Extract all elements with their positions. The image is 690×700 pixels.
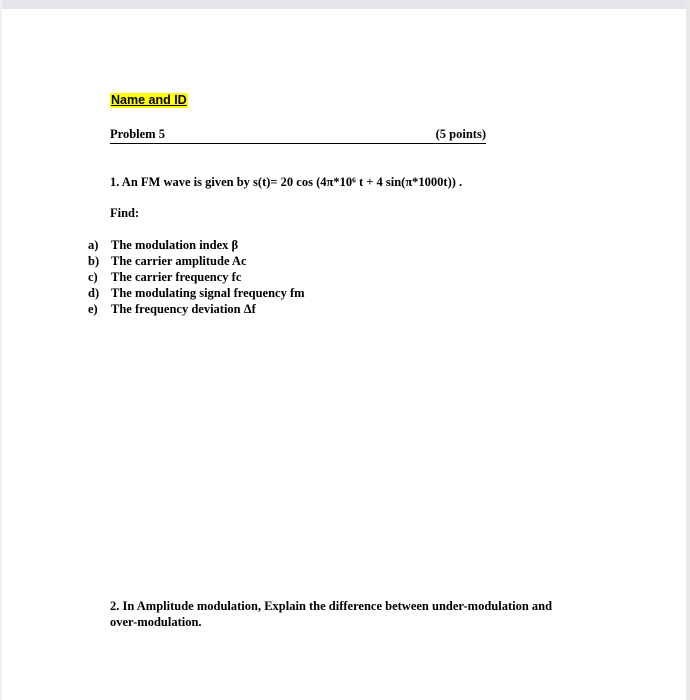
- problem-points: (5 points): [435, 127, 486, 141]
- list-item-text: The modulating signal frequency fm: [111, 286, 305, 300]
- page-top-border: [0, 0, 690, 9]
- list-item-marker: d): [88, 286, 100, 300]
- list-item-marker: e): [88, 302, 98, 316]
- list-item-marker: c): [88, 270, 98, 284]
- list-item: [88, 301, 305, 317]
- list-item: [88, 285, 305, 301]
- list-item-text: The carrier frequency fc: [111, 270, 242, 284]
- page-right-border: [686, 0, 690, 700]
- list-item-text: The frequency deviation Δf: [111, 302, 256, 316]
- list-item-marker: a): [88, 238, 99, 252]
- list-item: [88, 269, 305, 285]
- name-and-id-label: Name and ID: [111, 93, 187, 107]
- question-1: 1. An FM wave is given by s(t)= 20 cos (4π*10⁶ t + 4 sin(π*1000t)) .: [110, 175, 463, 189]
- page-left-border: [0, 0, 2, 700]
- question-2: [110, 598, 610, 630]
- list-item: [88, 237, 305, 253]
- problem-title: Problem 5: [110, 127, 165, 141]
- question-2-line-1: 2. In Amplitude modulation, Explain the difference between under-modulation and: [110, 599, 553, 613]
- list-item-text: The carrier amplitude Ac: [111, 254, 247, 268]
- list-item-marker: b): [88, 254, 100, 268]
- question-2-line-2: over-modulation.: [110, 615, 202, 629]
- sub-question-list: [88, 237, 305, 317]
- find-label: Find:: [110, 206, 140, 220]
- problem-header: [110, 127, 486, 144]
- list-item-text: The modulation index β: [111, 238, 239, 252]
- list-item: [88, 253, 305, 269]
